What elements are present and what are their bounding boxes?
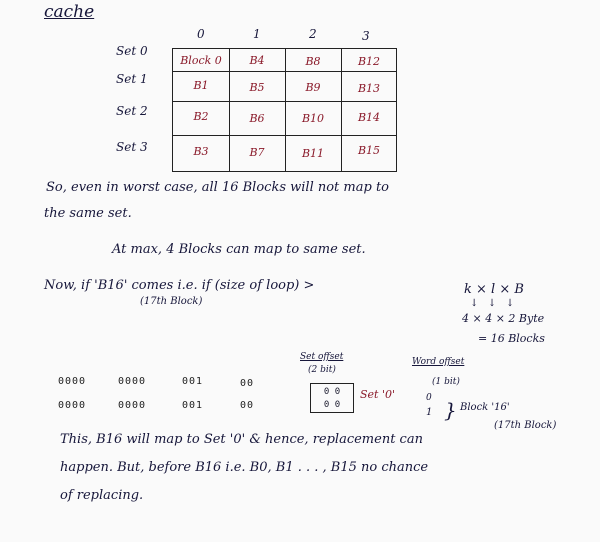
note-line-4: Now, if 'B16' comes i.e. if (size of loop) > (44, 278, 315, 293)
bits-row-1-d: 00 (240, 378, 255, 389)
cell-b13: B13 (357, 82, 381, 95)
note-line-2: the same set. (44, 206, 132, 221)
cell-b15: B15 (357, 144, 381, 157)
set-offset-label: Set offset (300, 352, 344, 362)
calc-result: = 16 Blocks (478, 332, 545, 345)
cell-b6: B6 (249, 112, 265, 125)
para-line-2: happen. But, before B16 i.e. B0, B1 . . . , B15 no chance (60, 460, 429, 475)
cell-b8: B8 (305, 55, 321, 68)
cell-b1: B1 (193, 79, 209, 92)
cell-b14: B14 (357, 111, 381, 124)
bits-row-1-a: 0000 (58, 376, 87, 387)
column-index-1: 1 (253, 27, 261, 41)
cell-b7: B7 (249, 146, 265, 159)
word-bit-0: 0 (426, 393, 432, 403)
row-label-set-2: Set 2 (116, 104, 148, 118)
para-line-1: This, B16 will map to Set '0' & hence, replacement can (60, 432, 423, 447)
cell-b4: B4 (249, 54, 265, 67)
row-label-set-1: Set 1 (116, 72, 148, 86)
column-index-3: 3 (362, 29, 370, 43)
word-offset-bits: (1 bit) (432, 377, 460, 387)
set-offset-box (310, 383, 354, 413)
block16-label: Block '16' (460, 402, 510, 413)
bits-row-1-c: 001 (182, 376, 204, 387)
cell-b3: B3 (193, 145, 209, 158)
note-line-1: So, even in worst case, all 16 Blocks will not map to (46, 180, 389, 195)
bits-row-2-d: 00 (240, 400, 255, 411)
para-line-3: of replacing. (60, 488, 144, 503)
setbox-row-2: 0 0 (323, 400, 341, 410)
cell-b12: B12 (357, 55, 381, 68)
page-title: cache (44, 2, 95, 22)
column-index-0: 0 (197, 27, 205, 41)
cell-b10: B10 (301, 112, 325, 125)
set-zero-label: Set '0' (360, 388, 396, 401)
bits-row-2-c: 001 (182, 400, 204, 411)
cache-grid (172, 48, 397, 172)
block17-label: (17th Block) (494, 420, 557, 431)
calc-formula: k × l × B (464, 282, 524, 297)
setbox-row-1: 0 0 (323, 387, 341, 397)
calc-values: 4 × 4 × 2 Byte (462, 312, 545, 325)
set-offset-bits: (2 bit) (308, 365, 336, 375)
bits-row-2-a: 0000 (58, 400, 87, 411)
cell-block0: Block 0 (180, 54, 222, 67)
row-label-set-0: Set 0 (116, 44, 148, 58)
cell-b2: B2 (193, 110, 209, 123)
note-line-3: At max, 4 Blocks can map to same set. (112, 242, 366, 257)
note-line-4-sub: (17th Block) (140, 296, 203, 307)
cell-b5: B5 (249, 81, 265, 94)
bits-row-2-b: 0000 (118, 400, 147, 411)
brace: } (444, 398, 457, 422)
calc-arrows: ↓ ↓ ↓ (470, 298, 515, 309)
bits-row-1-b: 0000 (118, 376, 147, 387)
word-offset-label: Word offset (412, 357, 465, 367)
word-bit-1: 1 (426, 407, 433, 418)
row-label-set-3: Set 3 (116, 140, 148, 154)
column-index-2: 2 (309, 27, 317, 41)
cell-b9: B9 (305, 81, 321, 94)
cell-b11: B11 (301, 147, 325, 160)
